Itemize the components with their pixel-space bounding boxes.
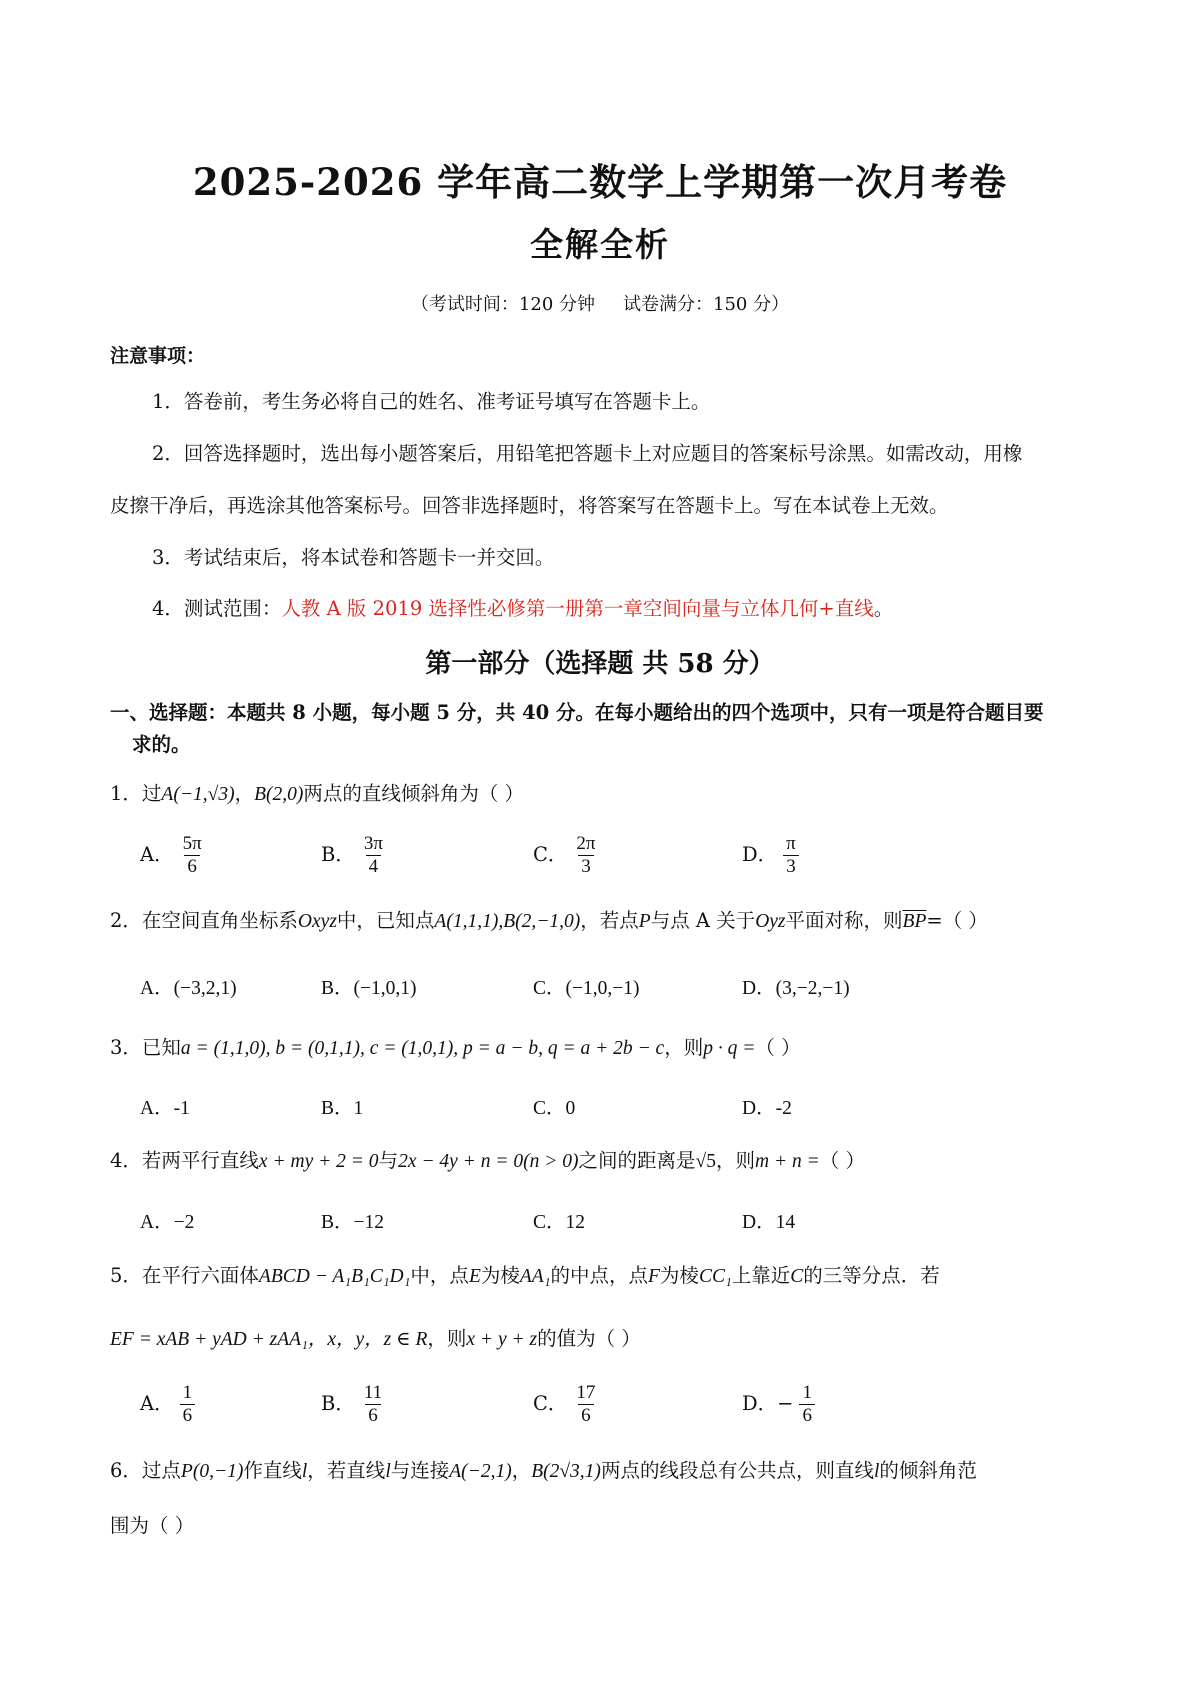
question-3-number: 3．已知 xyxy=(110,1036,181,1059)
denominator: 4 xyxy=(366,855,382,878)
text: 与 xyxy=(378,1149,399,1172)
text: 中，点 xyxy=(410,1264,469,1287)
fraction xyxy=(783,833,799,878)
q1-option-c[interactable] xyxy=(533,833,599,878)
point-b: B(2,0) xyxy=(254,784,304,805)
math: x + my + 2 = 0 xyxy=(258,1151,379,1172)
fraction xyxy=(361,833,386,878)
question-4-number: 4．若两平行直线 xyxy=(110,1149,259,1172)
text: ， xyxy=(511,1459,532,1482)
question-4 xyxy=(110,1149,865,1173)
numerator: 11 xyxy=(363,1382,383,1403)
q5-option-b[interactable] xyxy=(321,1382,385,1427)
fraction xyxy=(573,1382,598,1427)
text: （ ） xyxy=(819,1149,865,1172)
text: （ ） xyxy=(755,1036,801,1059)
math: B(2√3,1) xyxy=(531,1461,601,1482)
fraction xyxy=(180,1382,196,1427)
text: 平面对称，则 xyxy=(785,909,903,932)
math: E xyxy=(468,1266,481,1287)
q4-option-b[interactable]: B．−12 xyxy=(321,1212,385,1233)
question-6 xyxy=(110,1459,977,1483)
exam-time: （考试时间：120 分钟 xyxy=(410,294,595,315)
denominator: 6 xyxy=(180,1404,196,1427)
denominator: 3 xyxy=(578,855,594,878)
math: P xyxy=(638,911,651,932)
math: ABCD − A₁B₁C₁D₁ xyxy=(258,1266,411,1287)
q2-option-d[interactable]: D．(3,−2,−1) xyxy=(742,978,850,999)
question-1 xyxy=(110,782,524,806)
text: ，则 xyxy=(427,1327,467,1350)
question-2-number: 2．在空间直角坐标系 xyxy=(110,909,298,932)
question-5-line-2 xyxy=(110,1327,641,1351)
section-intro-line-1: 一、选择题：本题共 8 小题，每小题 5 分，共 40 分。在每小题给出的四个选项中，只有一项是符合题目要 xyxy=(110,701,1044,724)
notes-heading: 注意事项： xyxy=(110,345,206,367)
math: Oxyz xyxy=(297,911,337,932)
question-1-text: 两点的直线倾斜角为（ ） xyxy=(303,782,525,805)
option-label: D． xyxy=(742,843,778,866)
vector-bp: $\overline{BP}$ xyxy=(902,911,927,932)
math: m + n = xyxy=(754,1151,820,1172)
page-subtitle: 全解全析 xyxy=(530,225,670,264)
text: 与点 A 关于 xyxy=(650,909,756,932)
text: 的倾斜角范 xyxy=(879,1459,977,1482)
q4-option-a[interactable]: A．−2 xyxy=(140,1212,195,1233)
note-3: 3．考试结束后，将本试卷和答题卡一并交回。 xyxy=(152,546,555,569)
note-2-line-2: 皮擦干净后，再选涂其他答案标号。回答非选择题时，将答案写在答题卡上。写在本试卷上无效。 xyxy=(110,494,949,517)
question-3 xyxy=(110,1036,801,1060)
option-label: B． xyxy=(321,1392,355,1415)
note-4-label: 4．测试范围： xyxy=(152,597,282,620)
text: 两点的线段总有公共点，则直线 xyxy=(600,1459,874,1482)
q5-option-a[interactable] xyxy=(140,1382,195,1427)
text: =（ ） xyxy=(926,909,988,932)
option-label: B． xyxy=(321,843,355,866)
point-a: A(−1,√3) xyxy=(161,784,235,805)
q3-option-d[interactable]: D．-2 xyxy=(742,1098,792,1119)
note-4-end: 。 xyxy=(873,597,894,620)
question-6-line-2: 围为（ ） xyxy=(110,1514,195,1537)
question-5-number: 5．在平行六面体 xyxy=(110,1264,259,1287)
math: AA₁ xyxy=(519,1266,551,1287)
math: 2x − 4y + n = 0(n > 0) xyxy=(398,1151,579,1172)
numerator: 1 xyxy=(802,1382,812,1403)
denominator: 6 xyxy=(799,1404,815,1427)
option-label: C． xyxy=(533,1392,568,1415)
denominator: 3 xyxy=(783,855,799,878)
text: 之间的距离是 xyxy=(578,1149,696,1172)
fraction xyxy=(180,833,205,878)
text: ，若点 xyxy=(580,909,639,932)
math: F xyxy=(648,1266,660,1287)
q4-option-c[interactable]: C．12 xyxy=(533,1212,586,1233)
text: 为棱 xyxy=(659,1264,699,1287)
q3-option-a[interactable]: A．-1 xyxy=(140,1098,190,1119)
text: ，若直线 xyxy=(307,1459,386,1482)
option-label: C． xyxy=(533,843,568,866)
text: ，则 xyxy=(664,1036,704,1059)
numerator: π xyxy=(786,833,796,854)
section-intro-line-2: 求的。 xyxy=(132,733,191,756)
q3-option-c[interactable]: C．0 xyxy=(533,1098,576,1119)
q5-option-c[interactable] xyxy=(533,1382,598,1427)
denominator: 6 xyxy=(184,855,200,878)
page-title: 2025-2026 学年高二数学上学期第一次月考卷 xyxy=(192,160,1008,204)
option-label: A． xyxy=(140,843,174,866)
numerator: 17 xyxy=(576,1382,596,1403)
math: EF = xAB + yAD + zAA₁，x，y，z ∈ R xyxy=(110,1329,428,1350)
math: P(0,−1) xyxy=(180,1461,244,1482)
numerator: 1 xyxy=(182,1382,193,1403)
note-1: 1．答卷前，考生务必将自己的姓名、准考证号填写在答题卡上。 xyxy=(152,390,711,413)
question-6-number: 6．过点 xyxy=(110,1459,181,1482)
exam-score: 试卷满分：150 分） xyxy=(623,294,790,315)
math: C xyxy=(790,1266,804,1287)
text: 作直线 xyxy=(243,1459,302,1482)
denominator: 6 xyxy=(578,1404,594,1427)
q2-option-b[interactable]: B．(−1,0,1) xyxy=(321,978,417,999)
q4-option-d[interactable]: D．14 xyxy=(742,1212,796,1233)
q1-option-b[interactable] xyxy=(321,833,386,878)
q5-option-d[interactable] xyxy=(742,1382,815,1427)
fraction xyxy=(573,833,598,878)
test-scope: 人教 A 版 2019 选择性必修第一册第一章空间向量与立体几何+直线 xyxy=(281,597,874,620)
option-label: A． xyxy=(140,1392,174,1415)
math: A(−2,1) xyxy=(449,1461,512,1482)
text: 为棱 xyxy=(480,1264,520,1287)
separator: ， xyxy=(234,782,255,805)
numerator: 2π xyxy=(576,833,596,854)
math: l xyxy=(385,1461,391,1482)
text: 中，已知点 xyxy=(336,909,435,932)
text: 与连接 xyxy=(390,1459,450,1482)
option-label: D．− xyxy=(742,1392,794,1415)
math: l xyxy=(301,1461,308,1482)
q2-option-c[interactable]: C．(−1,0,−1) xyxy=(533,978,640,999)
text: ，则 xyxy=(715,1149,755,1172)
fraction xyxy=(799,1382,815,1427)
exam-info xyxy=(0,290,1200,316)
section-title: 第一部分（选择题 共 58 分） xyxy=(425,649,775,679)
math: Oyz xyxy=(755,911,786,932)
note-2-line-1: 2．回答选择题时，选出每小题答案后，用铅笔把答题卡上对应题目的答案标号涂黑。如需改动，用橡 xyxy=(152,442,1023,465)
question-5 xyxy=(110,1264,940,1288)
denominator: 6 xyxy=(365,1404,381,1427)
text: 的三等分点．若 xyxy=(803,1264,940,1287)
note-4 xyxy=(152,597,893,620)
numerator: 3π xyxy=(363,833,383,854)
fraction xyxy=(361,1382,385,1427)
q3-option-b[interactable]: B．1 xyxy=(321,1098,364,1119)
math: p · q = xyxy=(703,1038,756,1059)
math: √5 xyxy=(695,1151,716,1172)
math: A(1,1,1),B(2,−1,0) xyxy=(434,911,581,932)
q1-option-a[interactable] xyxy=(140,833,205,878)
text: 的值为（ ） xyxy=(537,1327,641,1350)
math: l xyxy=(873,1461,880,1482)
q2-option-a[interactable]: A．(−3,2,1) xyxy=(140,978,237,999)
numerator: 5π xyxy=(182,833,202,854)
text: 上靠近 xyxy=(731,1264,791,1287)
text: 的中点，点 xyxy=(550,1264,648,1287)
q1-option-d[interactable] xyxy=(742,833,799,878)
math: CC₁ xyxy=(698,1266,732,1287)
math: x + y + z xyxy=(466,1329,538,1350)
question-1-number: 1．过 xyxy=(110,782,162,805)
question-2 xyxy=(110,909,988,933)
math: a = (1,1,0), b = (0,1,1), c = (1,0,1), p = a − b, q = a + 2b − c xyxy=(180,1038,665,1059)
